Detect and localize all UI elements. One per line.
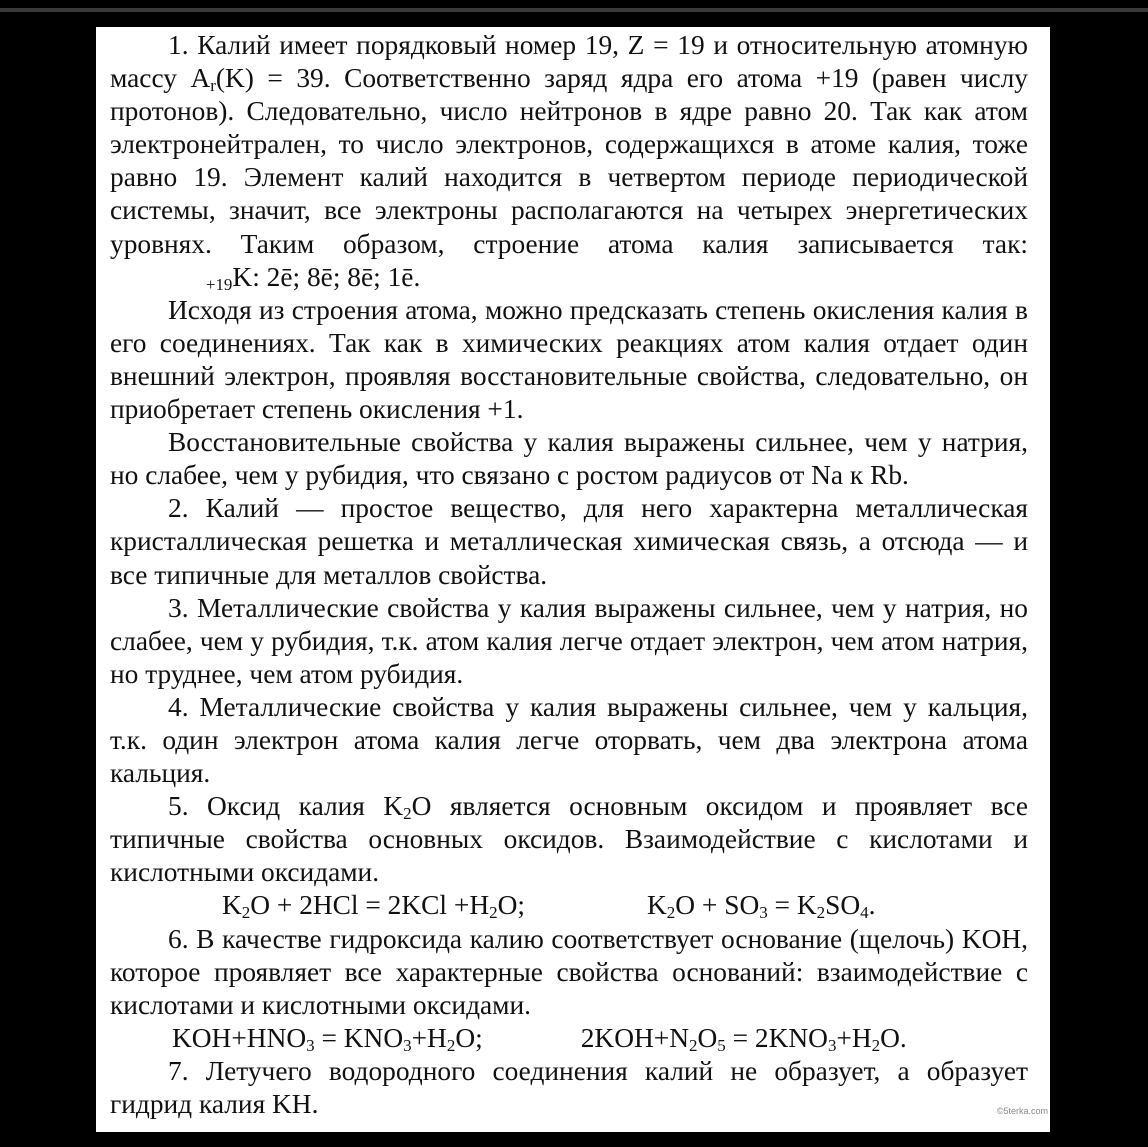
document-page <box>96 27 1050 1132</box>
paragraph-4: 2. Калий — простое вещество, для него характерна металлическая кристаллическая решетка и металлическая химическая связь, а отсюда — и все типичные для металлов свойства. <box>110 493 1028 590</box>
equation-line-2 <box>110 1022 1028 1055</box>
paragraph-1: 1. Калий имеет порядковый номер 19, Z = 19 и относительную атомную массу $A_r(K) = 39$. Соответственно заряд ядра его атома +19 (равен числу протонов). Следовательно, число нейтронов в ядре равно 20. Так как атом электронейтрален, то число электронов, содержащихся в атоме калия, тоже равно 19. Элемент калий находится в четвертом периоде периодической системы, значит, все электроны располагаются на четырех энергетических уровнях. Таким образом, строение атома калия записывается так: $_{+19}$K: 2ē; 8ē; 8ē; 1ē. <box>110 30 1028 294</box>
paragraph-9: 7. Летучего водородного соединения калий не образует, а образует гидрид калия KH. <box>110 1055 1028 1119</box>
paragraph-5: 3. Металлические свойства у калия выражены сильнее, чем у натрия, но слабее, чем у рубидия, т.к. атом калия легче отдает электрон, чем атом натрия, но труднее, чем атом рубидия. <box>110 592 1028 689</box>
paragraph-8: 6. В качестве гидроксида калию соответствует основание (щелочь) KOH, которое проявляет все характерные свойства оснований: взаимодействие с кислотами и кислотными оксидами. <box>110 923 1028 1020</box>
paragraph-3: Восстановительные свойства у калия выражены сильнее, чем у натрия, но слабее, чем у рубидия, что связано с ростом радиусов от Na к Rb. <box>110 427 1028 491</box>
equation-koh-n2o5: $2KOH+N_2O_5 = 2KNO_3+H_2O$. <box>580 1022 907 1056</box>
paragraph-7: 5. Оксид калия $K_2O$ является основным оксидом и проявляет все типичные свойства основных оксидов. Взаимодействие с кислотами и кислотными оксидами. <box>110 791 1028 888</box>
equation-koh-hno3: $KOH+HNO_3 = KNO_3+H_2O$; <box>172 1022 483 1056</box>
equation-k2o-so3: $K_2O + SO_3 = K_2SO_4$. <box>647 890 876 923</box>
paragraph-6: 4. Металлические свойства у калия выражены сильнее, чем у кальция, т.к. один электрон атома калия легче оторвать, чем два электрона атома кальция. <box>110 691 1028 789</box>
top-bar <box>0 8 1148 12</box>
equation-k2o-hcl: $K_2O + 2HCl = 2KCl +H_2O$; <box>222 890 526 923</box>
electron-formula: K: 2ē; 8ē; 8ē; 1ē. <box>232 261 421 292</box>
watermark: ©5terka.com <box>996 1105 1048 1116</box>
equation-line-1 <box>110 889 1028 922</box>
paragraph-2: Исходя из строения атома, можно предсказать степень окисления калия в его соединениях. Так как в химических реакциях атом калия отдает один внешний электрон, проявляя восстановительные свойства, следовательно, он приобретает степень окисления +1. <box>110 294 1028 425</box>
formula-subscript: +19 <box>205 274 233 294</box>
